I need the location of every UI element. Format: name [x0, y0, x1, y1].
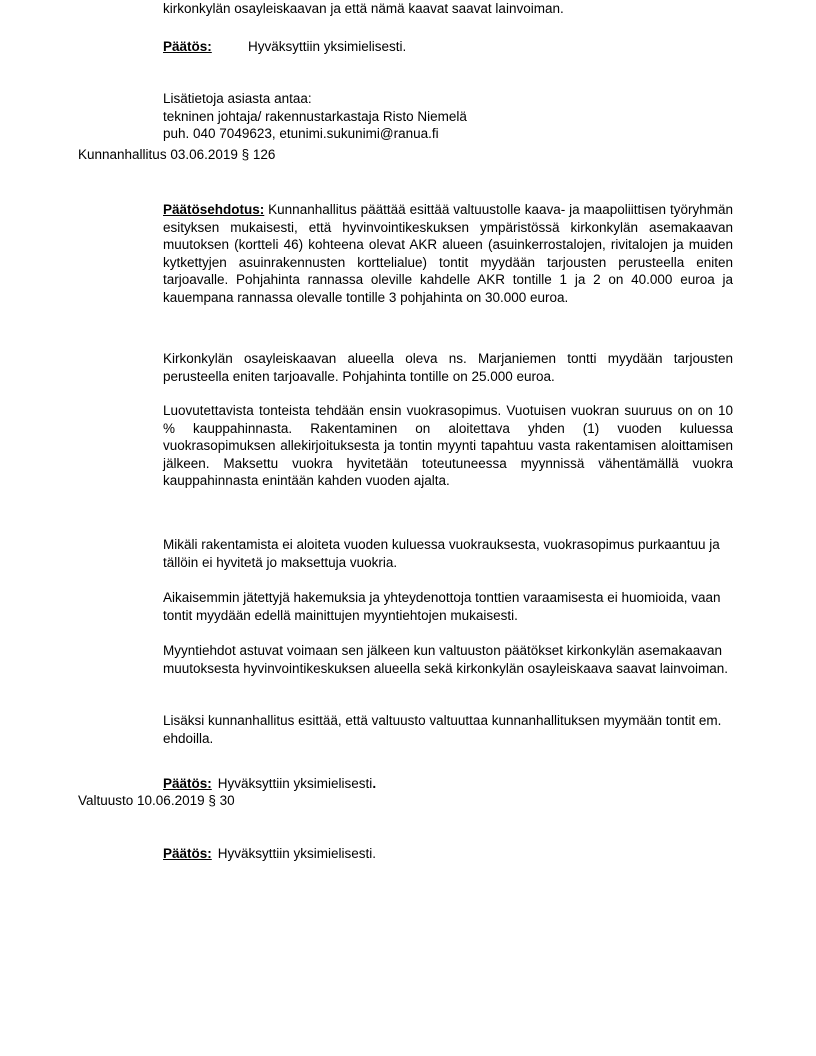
paragraph-2: Luovutettavista tonteista tehdään ensin vuokrasopimus. Vuotuisen vuokran suuruus on on 10 % kauppahinnasta. Rakentaminen on aloitettava yhden (1) vuoden kuluessa vuokrasopimuksen allekirjoituksesta ja tontin myynti tapahtuu vasta rakentamisen aloittamisen jälkeen. Maksettu vuokra hyvitetään toteutuneessa myynnissä vähentämällä vuokra kauppahinnasta enintään kahden vuoden ajalta.: [163, 403, 733, 489]
proposal-block: [163, 201, 733, 307]
paragraph-block-1: [163, 350, 733, 385]
proposal-label: Päätösehdotus:: [163, 202, 265, 217]
paragraph-5: Myyntiehdot astuvat voimaan sen jälkeen kun valtuuston päätökset kirkonkylän asemakaavan muutoksesta hyvinvointikeskuksen alueella sekä kirkonkylän osayleiskaava saavat lainvoiman.: [163, 643, 729, 676]
paragraph-block-5: [163, 642, 733, 677]
contact-line-1: Lisätietoja asiasta antaa:: [163, 91, 312, 106]
proposal-paragraph: [163, 201, 733, 307]
contact-line-3: puh. 040 7049623, etunimi.sukunimi@ranua.fi: [163, 126, 439, 142]
paragraph-block-4: [163, 589, 733, 624]
decision-label-3: Päätös:: [163, 846, 212, 861]
decision-row-2: [163, 775, 376, 793]
decision-value-1: Hyväksyttiin yksimielisesti.: [248, 39, 407, 54]
decision-value-2-period: .: [372, 776, 377, 791]
decision-row-1: [163, 38, 406, 56]
paragraph-1: Kirkonkylän osayleiskaavan alueella oleva ns. Marjaniemen tontti myydään tarjousten perusteella eniten tarjoavalle. Pohjahinta tontille on 25.000 euroa.: [163, 351, 733, 384]
paragraph-6: Lisäksi kunnanhallitus esittää, että valtuusto valtuuttaa kunnanhallituksen myymään tontit em. ehdoilla.: [163, 713, 722, 746]
decision-label-1: Päätös:: [163, 39, 212, 54]
continuation-text: [163, 0, 733, 18]
contact-info-block: [163, 90, 733, 143]
paragraph-3: Mikäli rakentamista ei aloiteta vuoden kuluessa vuokrauksesta, vuokrasopimus purkaantuu ja tällöin ei hyvitetä jo maksettuja vuokria.: [163, 537, 720, 570]
continuation-paragraph: kirkonkylän osayleiskaavan ja että nämä kaavat saavat lainvoiman.: [163, 1, 564, 16]
contact-line-2: tekninen johtaja/ rakennustarkastaja Risto Niemelä: [163, 108, 467, 124]
decision-value-3: Hyväksyttiin yksimielisesti.: [217, 846, 377, 861]
decision-label-2: Päätös:: [163, 776, 212, 791]
proposal-text: Kunnanhallitus päättää esittää valtuustolle kaava- ja maapoliittisen työryhmän esityksen mukaisesti, että hyvinvointikeskuksen ympäristössä kirkonkylän asemakaavan muutoksen (kortteli 46) kohteena olevat AKR alueen (asuinkerrostalojen, rivitalojen ja muiden kytkettyjen asuinrakennusten korttelialue) tontit myydään tarjousten perusteella eniten tarjoavalle. Pohjahinta rannassa oleville kahdelle AKR tontille 1 ja 2 on 40.000 euroa ja kauempana rannassa olevalle tontille 3 pohjahinta on 30.000 euroa.: [163, 202, 733, 305]
paragraph-block-6: [163, 712, 733, 747]
decision-value-2: Hyväksyttiin yksimielisesti: [217, 776, 373, 791]
decision-row-3: [163, 845, 376, 863]
heading-kunnanhallitus: Kunnanhallitus 03.06.2019 § 126: [78, 147, 276, 162]
heading-valtuusto: Valtuusto 10.06.2019 § 30: [78, 793, 235, 808]
paragraph-4: Aikaisemmin jätettyjä hakemuksia ja yhteydenottoja tonttien varaamisesta ei huomioida, vaan tontit myydään edellä mainittujen myyntiehtojen mukaisesti.: [163, 590, 721, 623]
paragraph-block-3: [163, 536, 733, 571]
paragraph-block-2: [163, 402, 733, 490]
